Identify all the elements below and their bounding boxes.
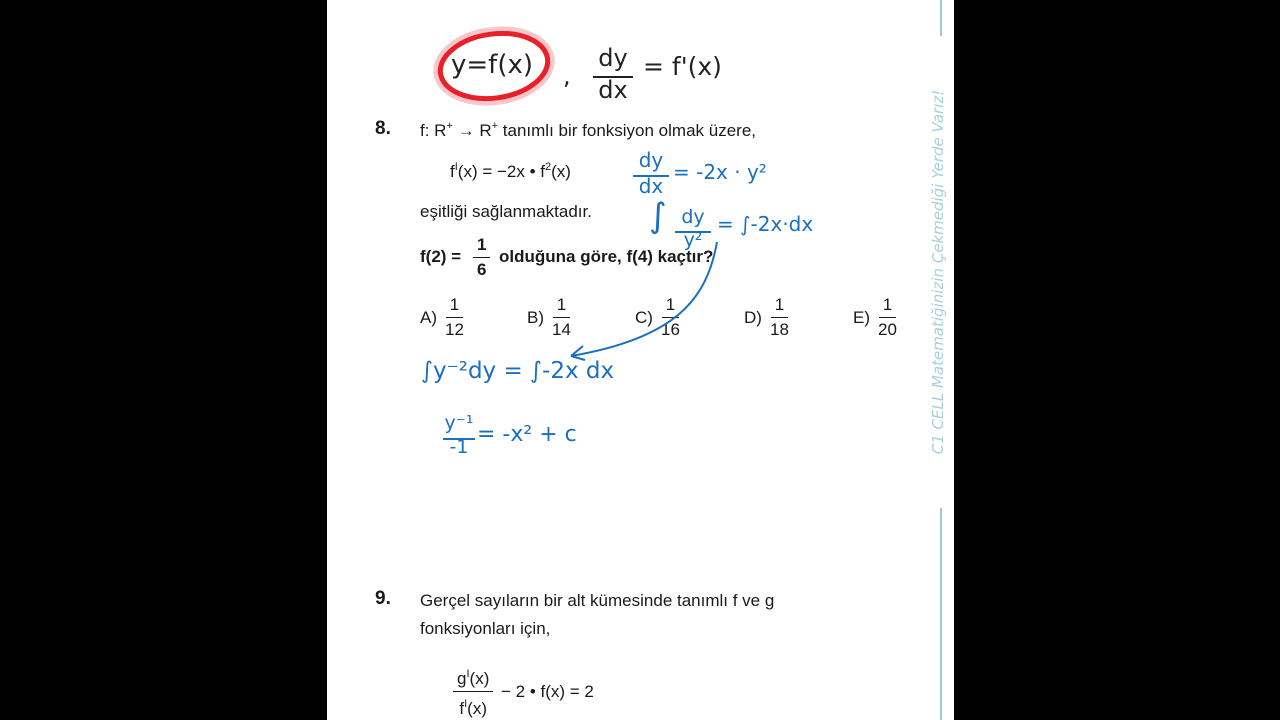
question-9-line2: fonksiyonları için, xyxy=(420,619,551,638)
comma: , xyxy=(563,62,571,90)
hw-arrow xyxy=(557,238,727,364)
side-banner-text: C1 CELL Matematiğinizin Çekmediği Yerde Varız! xyxy=(929,89,947,455)
hw-line4-rhs: = -x² + c xyxy=(477,422,577,447)
hw-dy-dx: dy dx xyxy=(631,148,671,198)
hw-integral-sign: ∫ xyxy=(649,196,667,236)
choice-d-fraction[interactable]: $\frac{1}{18}$ xyxy=(770,295,789,339)
hw-dy-over-y2: dy y² xyxy=(673,206,713,251)
choice-b-fraction[interactable]: $\frac{1}{14}$ xyxy=(552,295,571,339)
circled-expression: y=f(x) xyxy=(451,50,533,80)
question-9-number: 9. xyxy=(375,588,391,609)
choice-c-fraction[interactable]: $\frac{1}{16}$ xyxy=(661,295,680,339)
choice-a-fraction[interactable]: $\frac{1}{12}$ xyxy=(445,295,464,339)
side-divider-top xyxy=(940,0,942,36)
dy-text: dy xyxy=(598,44,628,72)
question-8-line3: eşitliği sağlanmaktadır. xyxy=(420,202,592,221)
choice-e-fraction[interactable]: $\frac{1}{20}$ xyxy=(878,295,897,339)
side-divider-bottom xyxy=(940,508,942,720)
dy-over-dx xyxy=(591,44,635,104)
hw-line2-rhs: = ∫-2x·dx xyxy=(717,212,814,236)
condition-lhs: f(2) = xyxy=(420,247,462,266)
choice-d-letter[interactable]: D) xyxy=(744,308,762,327)
choice-c-letter[interactable]: C) xyxy=(635,308,653,327)
question-8-number: 8. xyxy=(375,118,391,139)
question-9-line1: Gerçel sayıların bir alt kümesinde tanımlı f ve g xyxy=(420,591,775,610)
question-8-equation: $f^I(x) = -2x$ • $f^2(x)$ xyxy=(450,161,571,181)
choice-a-letter[interactable]: A) xyxy=(420,308,437,327)
condition-rhs: olduğuna göre, f(4) kaçtır? xyxy=(499,247,714,266)
question-9-fraction: $\frac{g^I(x)}{f^I(x)}$ xyxy=(453,664,493,719)
hw-line1-rhs: = -2x · y² xyxy=(673,160,767,184)
choice-e-letter[interactable]: E) xyxy=(853,308,870,327)
hw-line3: ∫y⁻²dy = ∫-2x dx xyxy=(421,358,615,384)
document-page xyxy=(327,0,954,720)
dx-text: dx xyxy=(598,76,628,104)
question-9-equation-rhs: − 2 • f(x) = 2 xyxy=(501,682,594,701)
hw-y-inverse-fraction: y⁻¹ -1 xyxy=(444,412,474,458)
question-8-line1: f: R+ → R+ tanımlı bir fonksiyon olmak üzere, xyxy=(420,120,757,140)
choice-b-letter[interactable]: B) xyxy=(527,308,544,327)
derivative-rhs: = f'(x) xyxy=(643,52,722,81)
condition-fraction: $\frac{1}{6}$ xyxy=(473,235,490,280)
